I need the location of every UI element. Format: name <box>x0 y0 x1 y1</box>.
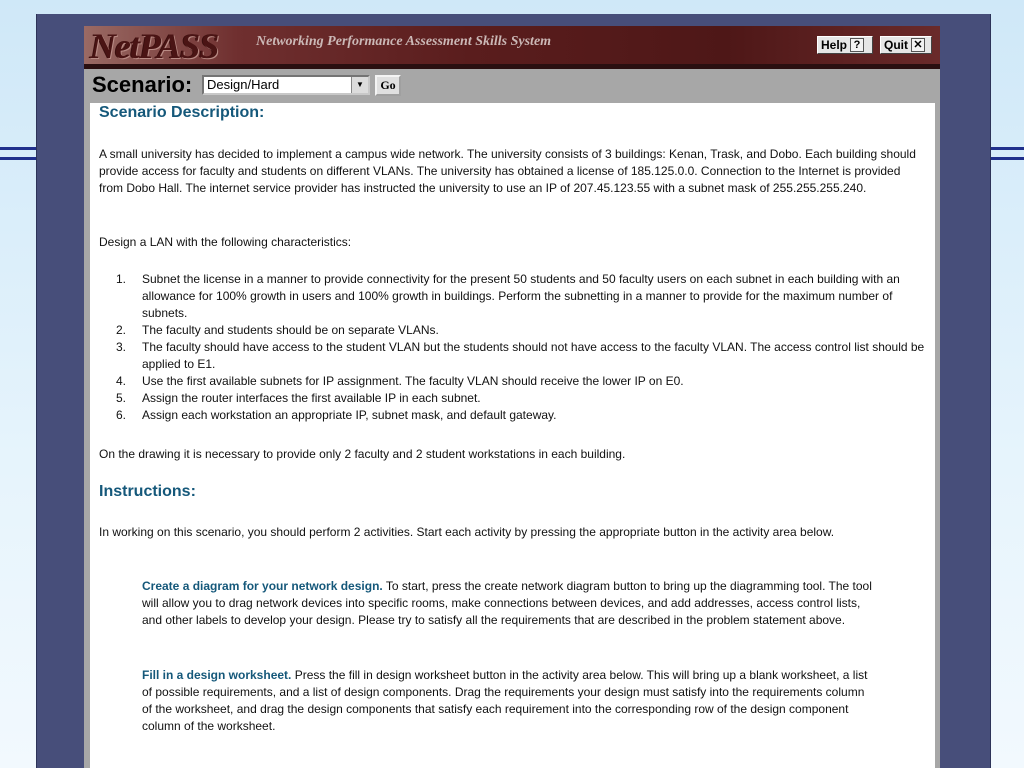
quit-button[interactable] <box>880 36 932 54</box>
list-item <box>99 322 929 339</box>
dropdown-arrow-icon[interactable]: ▼ <box>351 77 368 93</box>
list-item <box>99 339 929 373</box>
list-number: 2. <box>116 323 127 337</box>
slide-band <box>0 147 36 150</box>
activity-lead: Create a diagram for your network design. <box>142 579 383 593</box>
scenario-select[interactable] <box>202 75 370 95</box>
activity-text: To start, press the create network diagram button to bring up the diagramming tool. The tool will allow you to drag network devices into specific rooms, make connections between devices, and add addresses, access control lists, and other labels to develop your design. Please try to satisfy all the requirements that are described in the problem statement above. <box>142 579 872 627</box>
scenario-select-value: Design/Hard <box>207 77 280 92</box>
requirements-list <box>99 271 929 424</box>
list-text: The faculty and students should be on separate VLANs. <box>142 323 439 337</box>
list-number: 1. <box>116 272 127 286</box>
quit-label: Quit <box>884 37 908 52</box>
drawing-note: On the drawing it is necessary to provide only 2 faculty and 2 student workstations in each building. <box>99 447 626 461</box>
netpass-window <box>84 26 940 768</box>
activity-text: Press the fill in design worksheet button in the activity area below. This will bring up a blank worksheet, a list of possible requirements, and a list of design components. Drag the requirements your design must satisfy into the requirements column of the worksheet, and drag the design components that satisfy each requirement into the corresponding row of the design component column of the worksheet. <box>142 668 868 733</box>
list-text: Assign the router interfaces the first available IP in each subnet. <box>142 391 481 405</box>
netpass-logo: NetPASS <box>90 26 219 66</box>
list-item <box>99 373 929 390</box>
scenario-intro: A small university has decided to implement a campus wide network. The university consists of 3 buildings: Kenan, Trask, and Dobo. Each building should provide access for faculty and students on different VLANs. The university has obtained a license of 185.125.0.0. Connection to the Internet is provided from Dobo Hall. The internet service provider has instructed the university to use an IP of 207.45.123.55 with a subnet mask of 255.255.255.240. <box>99 147 916 195</box>
tagline: Networking Performance Assessment Skills System <box>256 34 552 49</box>
list-number: 5. <box>116 391 127 405</box>
scenario-label: Scenario: <box>92 72 193 97</box>
banner <box>84 26 940 69</box>
list-text: Assign each workstation an appropriate IP, subnet mask, and default gateway. <box>142 408 557 422</box>
activity-lead: Fill in a design worksheet. <box>142 668 292 682</box>
instructions-heading: Instructions: <box>99 483 196 500</box>
scenario-content[interactable] <box>90 103 935 768</box>
scenario-bar <box>84 69 940 101</box>
activity-worksheet <box>142 667 872 735</box>
list-text: Use the first available subnets for IP assignment. The faculty VLAN should receive the lower IP on E0. <box>142 374 684 388</box>
list-number: 3. <box>116 340 127 354</box>
list-item <box>99 271 929 322</box>
list-text: The faculty should have access to the student VLAN but the students should not have access to the faculty VLAN. The access control list should be applied to E1. <box>142 340 925 371</box>
close-icon: ✕ <box>911 38 925 52</box>
list-number: 4. <box>116 374 127 388</box>
slide-band <box>0 157 36 160</box>
list-item <box>99 407 929 424</box>
slide-band <box>989 147 1024 150</box>
list-item <box>99 390 929 407</box>
help-label: Help <box>821 37 848 52</box>
activity-diagram <box>142 578 872 629</box>
scenario-description-heading: Scenario Description: <box>99 104 265 121</box>
go-button[interactable]: Go <box>375 75 401 96</box>
question-icon: ? <box>850 38 864 52</box>
help-button[interactable] <box>817 36 873 54</box>
slide-band <box>989 157 1024 160</box>
list-number: 6. <box>116 408 127 422</box>
design-lead: Design a LAN with the following characteristics: <box>99 235 352 249</box>
list-text: Subnet the license in a manner to provide connectivity for the present 50 students and 50 faculty users on each subnet in each building with an allowance for 100% growth in users and 100% growth in buildings. Perform the subnetting in a manner to provide for the maximum number of subnets. <box>142 272 900 320</box>
instructions-intro: In working on this scenario, you should perform 2 activities. Start each activity by pressing the appropriate button in the activity area below. <box>99 525 835 539</box>
